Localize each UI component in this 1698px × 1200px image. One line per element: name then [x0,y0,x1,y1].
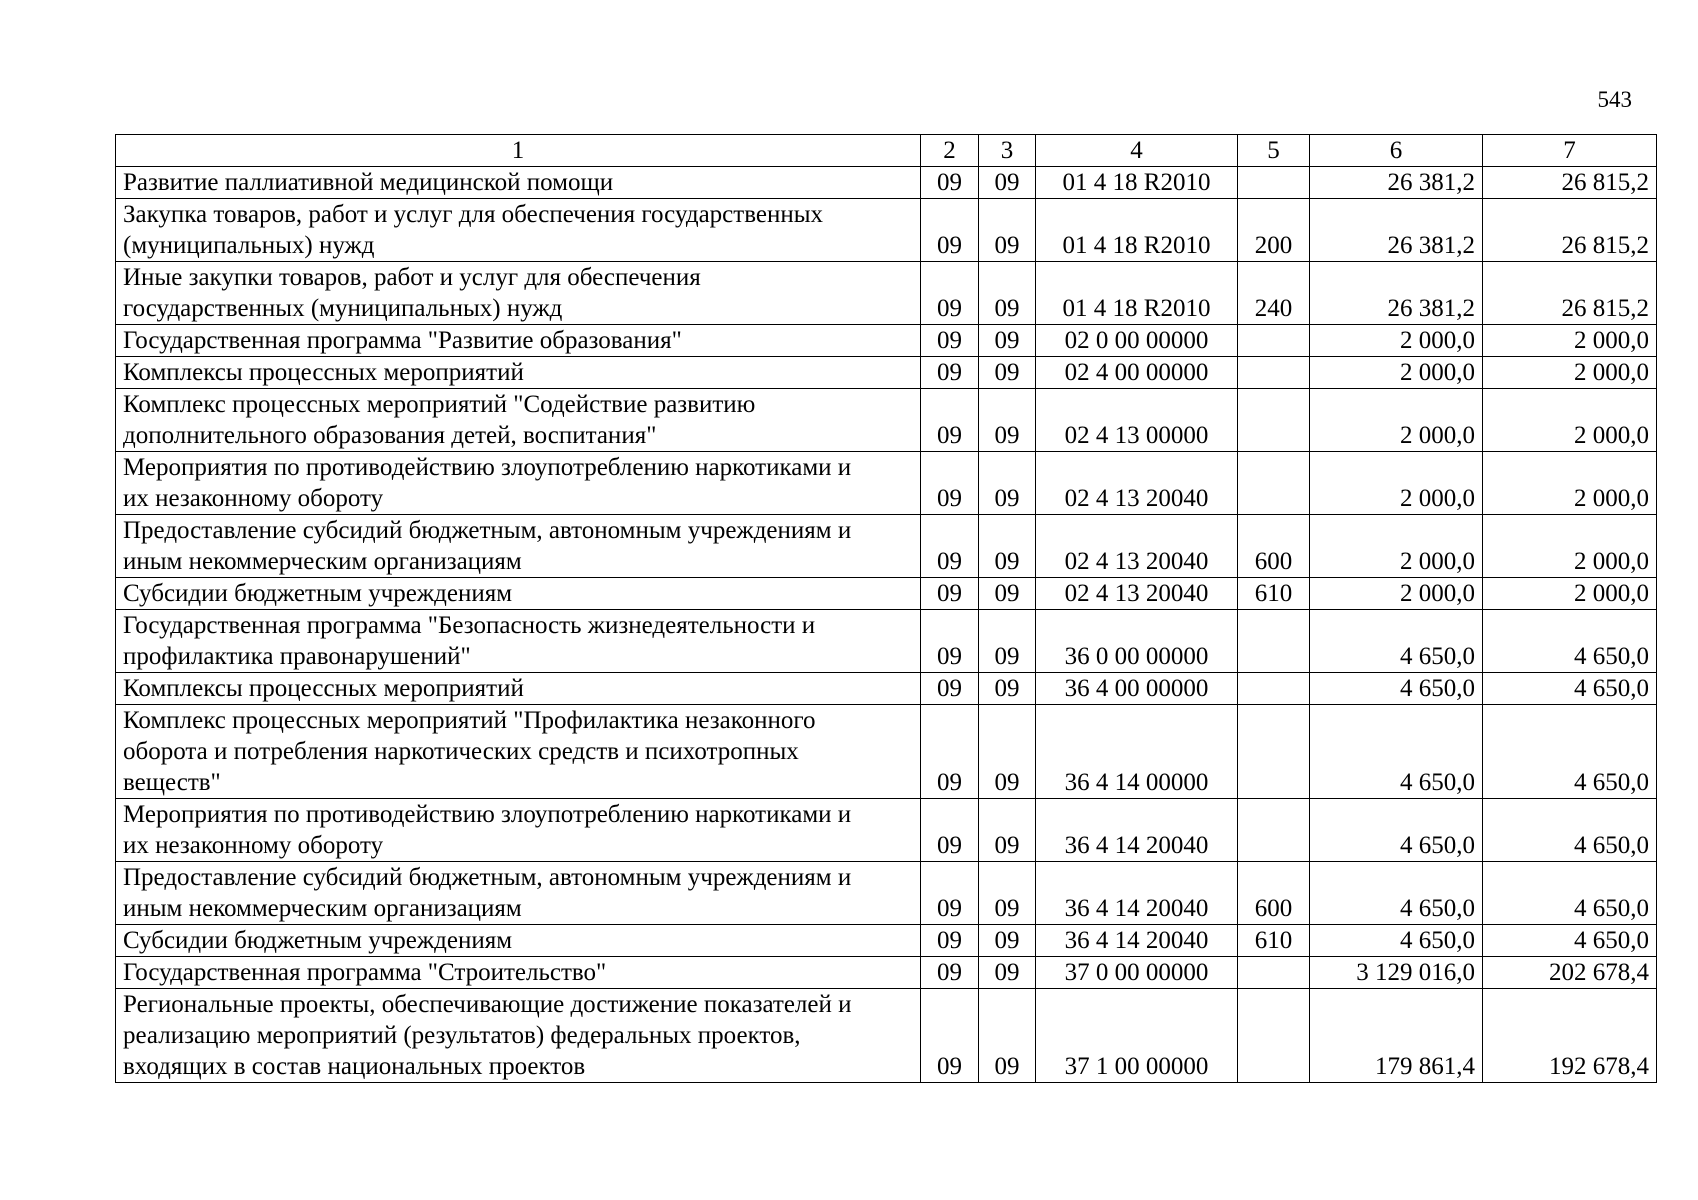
item-name-text: Мероприятия по противодействию злоупотреблению наркотиками и их незаконному обороту [123,801,852,859]
amount-col6-cell: 2 000,0 [1310,325,1483,357]
table-body [116,167,1657,1083]
table-row [116,167,1657,199]
target-article-cell: 37 0 00 00000 [1036,957,1238,989]
item-name-text: Мероприятия по противодействию злоупотреблению наркотиками и их незаконному обороту [123,454,852,512]
table-row [116,925,1657,957]
amount-col7-cell: 2 000,0 [1483,357,1657,389]
target-article-cell: 02 4 13 20040 [1036,452,1238,515]
header-cell-1: 1 [116,135,921,167]
amount-col7-cell: 4 650,0 [1483,925,1657,957]
expense-type-cell [1238,357,1310,389]
subsection-code-cell: 09 [979,925,1036,957]
amount-col6-cell: 2 000,0 [1310,578,1483,610]
header-cell-2: 2 [921,135,979,167]
item-name-text: Иные закупки товаров, работ и услуг для обеспечения государственных (муниципальных) нужд [123,264,701,322]
amount-col6-cell: 26 381,2 [1310,262,1483,325]
target-article-cell: 01 4 18 R2010 [1036,167,1238,199]
amount-col6-cell: 4 650,0 [1310,705,1483,799]
header-cell-6: 6 [1310,135,1483,167]
expense-type-cell: 610 [1238,578,1310,610]
expense-type-cell: 600 [1238,515,1310,578]
amount-col7-cell: 2 000,0 [1483,325,1657,357]
section-code-cell: 09 [921,925,979,957]
amount-col6-cell: 3 129 016,0 [1310,957,1483,989]
expense-type-cell [1238,452,1310,515]
expense-type-cell: 200 [1238,199,1310,262]
expense-type-cell [1238,957,1310,989]
expense-type-cell: 610 [1238,925,1310,957]
item-name-text: Комплексы процессных мероприятий [123,359,524,386]
table-row [116,673,1657,705]
item-name-cell [116,862,921,925]
subsection-code-cell: 09 [979,578,1036,610]
section-code-cell: 09 [921,515,979,578]
expense-type-cell [1238,799,1310,862]
subsection-code-cell: 09 [979,452,1036,515]
target-article-cell: 02 4 00 00000 [1036,357,1238,389]
expense-type-cell [1238,610,1310,673]
target-article-cell: 36 0 00 00000 [1036,610,1238,673]
table-row [116,325,1657,357]
amount-col7-cell: 192 678,4 [1483,989,1657,1083]
target-article-cell: 36 4 14 20040 [1036,862,1238,925]
expense-type-cell: 240 [1238,262,1310,325]
subsection-code-cell: 09 [979,610,1036,673]
section-code-cell: 09 [921,862,979,925]
expense-type-cell [1238,167,1310,199]
target-article-cell: 36 4 14 20040 [1036,799,1238,862]
section-code-cell: 09 [921,199,979,262]
item-name-cell [116,799,921,862]
item-name-text: Субсидии бюджетным учреждениям [123,927,513,954]
target-article-cell: 02 4 13 20040 [1036,578,1238,610]
amount-col7-cell: 2 000,0 [1483,515,1657,578]
table-row [116,389,1657,452]
subsection-code-cell: 09 [979,862,1036,925]
target-article-cell: 37 1 00 00000 [1036,989,1238,1083]
target-article-cell: 36 4 14 00000 [1036,705,1238,799]
target-article-cell: 02 4 13 20040 [1036,515,1238,578]
table-row [116,357,1657,389]
amount-col6-cell: 2 000,0 [1310,452,1483,515]
amount-col6-cell: 26 381,2 [1310,167,1483,199]
item-name-text: Закупка товаров, работ и услуг для обеспечения государственных (муниципальных) нужд [123,201,824,259]
expense-type-cell: 600 [1238,862,1310,925]
table-row [116,862,1657,925]
item-name-text: Комплекс процессных мероприятий "Содействие развитию дополнительного образования детей, воспитания" [123,391,756,449]
expense-type-cell [1238,705,1310,799]
subsection-code-cell: 09 [979,325,1036,357]
header-cell-3: 3 [979,135,1036,167]
item-name-text: Комплекс процессных мероприятий "Профилактика незаконного оборота и потребления наркотических средств и психотропных веществ" [123,707,816,796]
subsection-code-cell: 09 [979,357,1036,389]
page-number: 543 [1597,87,1632,112]
header-cell-5: 5 [1238,135,1310,167]
subsection-code-cell: 09 [979,989,1036,1083]
table-row [116,799,1657,862]
header-cell-7: 7 [1483,135,1657,167]
section-code-cell: 09 [921,452,979,515]
item-name-cell [116,578,921,610]
amount-col7-cell: 26 815,2 [1483,167,1657,199]
section-code-cell: 09 [921,325,979,357]
target-article-cell: 01 4 18 R2010 [1036,262,1238,325]
subsection-code-cell: 09 [979,199,1036,262]
amount-col7-cell: 26 815,2 [1483,262,1657,325]
item-name-text: Государственная программа "Строительство" [123,959,607,986]
section-code-cell: 09 [921,357,979,389]
section-code-cell: 09 [921,989,979,1083]
item-name-cell [116,357,921,389]
amount-col7-cell: 2 000,0 [1483,578,1657,610]
subsection-code-cell: 09 [979,389,1036,452]
subsection-code-cell: 09 [979,705,1036,799]
item-name-cell [116,262,921,325]
item-name-text: Предоставление субсидий бюджетным, автономным учреждениям и иным некоммерческим организациям [123,517,852,575]
subsection-code-cell: 09 [979,673,1036,705]
section-code-cell: 09 [921,673,979,705]
amount-col6-cell: 4 650,0 [1310,610,1483,673]
amount-col6-cell: 4 650,0 [1310,673,1483,705]
amount-col7-cell: 4 650,0 [1483,673,1657,705]
item-name-text: Государственная программа "Развитие образования" [123,327,682,354]
amount-col7-cell: 4 650,0 [1483,610,1657,673]
item-name-cell [116,199,921,262]
item-name-cell [116,957,921,989]
expense-type-cell [1238,673,1310,705]
subsection-code-cell: 09 [979,167,1036,199]
section-code-cell: 09 [921,389,979,452]
item-name-cell [116,610,921,673]
target-article-cell: 02 4 13 00000 [1036,389,1238,452]
header-cell-4: 4 [1036,135,1238,167]
section-code-cell: 09 [921,262,979,325]
amount-col7-cell: 202 678,4 [1483,957,1657,989]
target-article-cell: 02 0 00 00000 [1036,325,1238,357]
subsection-code-cell: 09 [979,957,1036,989]
amount-col7-cell: 4 650,0 [1483,705,1657,799]
table-row [116,199,1657,262]
header-row [116,135,1657,167]
item-name-cell [116,325,921,357]
subsection-code-cell: 09 [979,515,1036,578]
item-name-text: Предоставление субсидий бюджетным, автономным учреждениям и иным некоммерческим организациям [123,864,852,922]
item-name-cell [116,673,921,705]
item-name-text: Региональные проекты, обеспечивающие достижение показателей и реализацию мероприятий (результатов) федеральных проектов, входящих в состав национальных проектов [123,991,852,1080]
item-name-cell [116,167,921,199]
target-article-cell: 36 4 14 20040 [1036,925,1238,957]
amount-col7-cell: 26 815,2 [1483,199,1657,262]
item-name-text: Государственная программа "Безопасность жизнедеятельности и профилактика правонарушений" [123,612,816,670]
item-name-cell [116,452,921,515]
amount-col6-cell: 179 861,4 [1310,989,1483,1083]
target-article-cell: 36 4 00 00000 [1036,673,1238,705]
item-name-text: Субсидии бюджетным учреждениям [123,580,513,607]
amount-col6-cell: 4 650,0 [1310,799,1483,862]
table-row [116,578,1657,610]
section-code-cell: 09 [921,705,979,799]
amount-col7-cell: 4 650,0 [1483,799,1657,862]
amount-col6-cell: 2 000,0 [1310,357,1483,389]
expense-type-cell [1238,325,1310,357]
item-name-cell [116,705,921,799]
item-name-cell [116,389,921,452]
section-code-cell: 09 [921,799,979,862]
budget-table [115,134,1657,1083]
item-name-text: Развитие паллиативной медицинской помощи [123,169,614,196]
section-code-cell: 09 [921,578,979,610]
amount-col6-cell: 4 650,0 [1310,862,1483,925]
expense-type-cell [1238,989,1310,1083]
subsection-code-cell: 09 [979,262,1036,325]
amount-col6-cell: 4 650,0 [1310,925,1483,957]
item-name-cell [116,989,921,1083]
target-article-cell: 01 4 18 R2010 [1036,199,1238,262]
table-row [116,705,1657,799]
item-name-cell [116,925,921,957]
amount-col6-cell: 2 000,0 [1310,389,1483,452]
table-row [116,452,1657,515]
amount-col6-cell: 2 000,0 [1310,515,1483,578]
amount-col7-cell: 2 000,0 [1483,389,1657,452]
amount-col6-cell: 26 381,2 [1310,199,1483,262]
expense-type-cell [1238,389,1310,452]
section-code-cell: 09 [921,957,979,989]
table-row [116,610,1657,673]
section-code-cell: 09 [921,167,979,199]
subsection-code-cell: 09 [979,799,1036,862]
table-row [116,989,1657,1083]
table-row [116,262,1657,325]
table-row [116,515,1657,578]
table-row [116,957,1657,989]
amount-col7-cell: 2 000,0 [1483,452,1657,515]
amount-col7-cell: 4 650,0 [1483,862,1657,925]
item-name-cell [116,515,921,578]
item-name-text: Комплексы процессных мероприятий [123,675,524,702]
section-code-cell: 09 [921,610,979,673]
